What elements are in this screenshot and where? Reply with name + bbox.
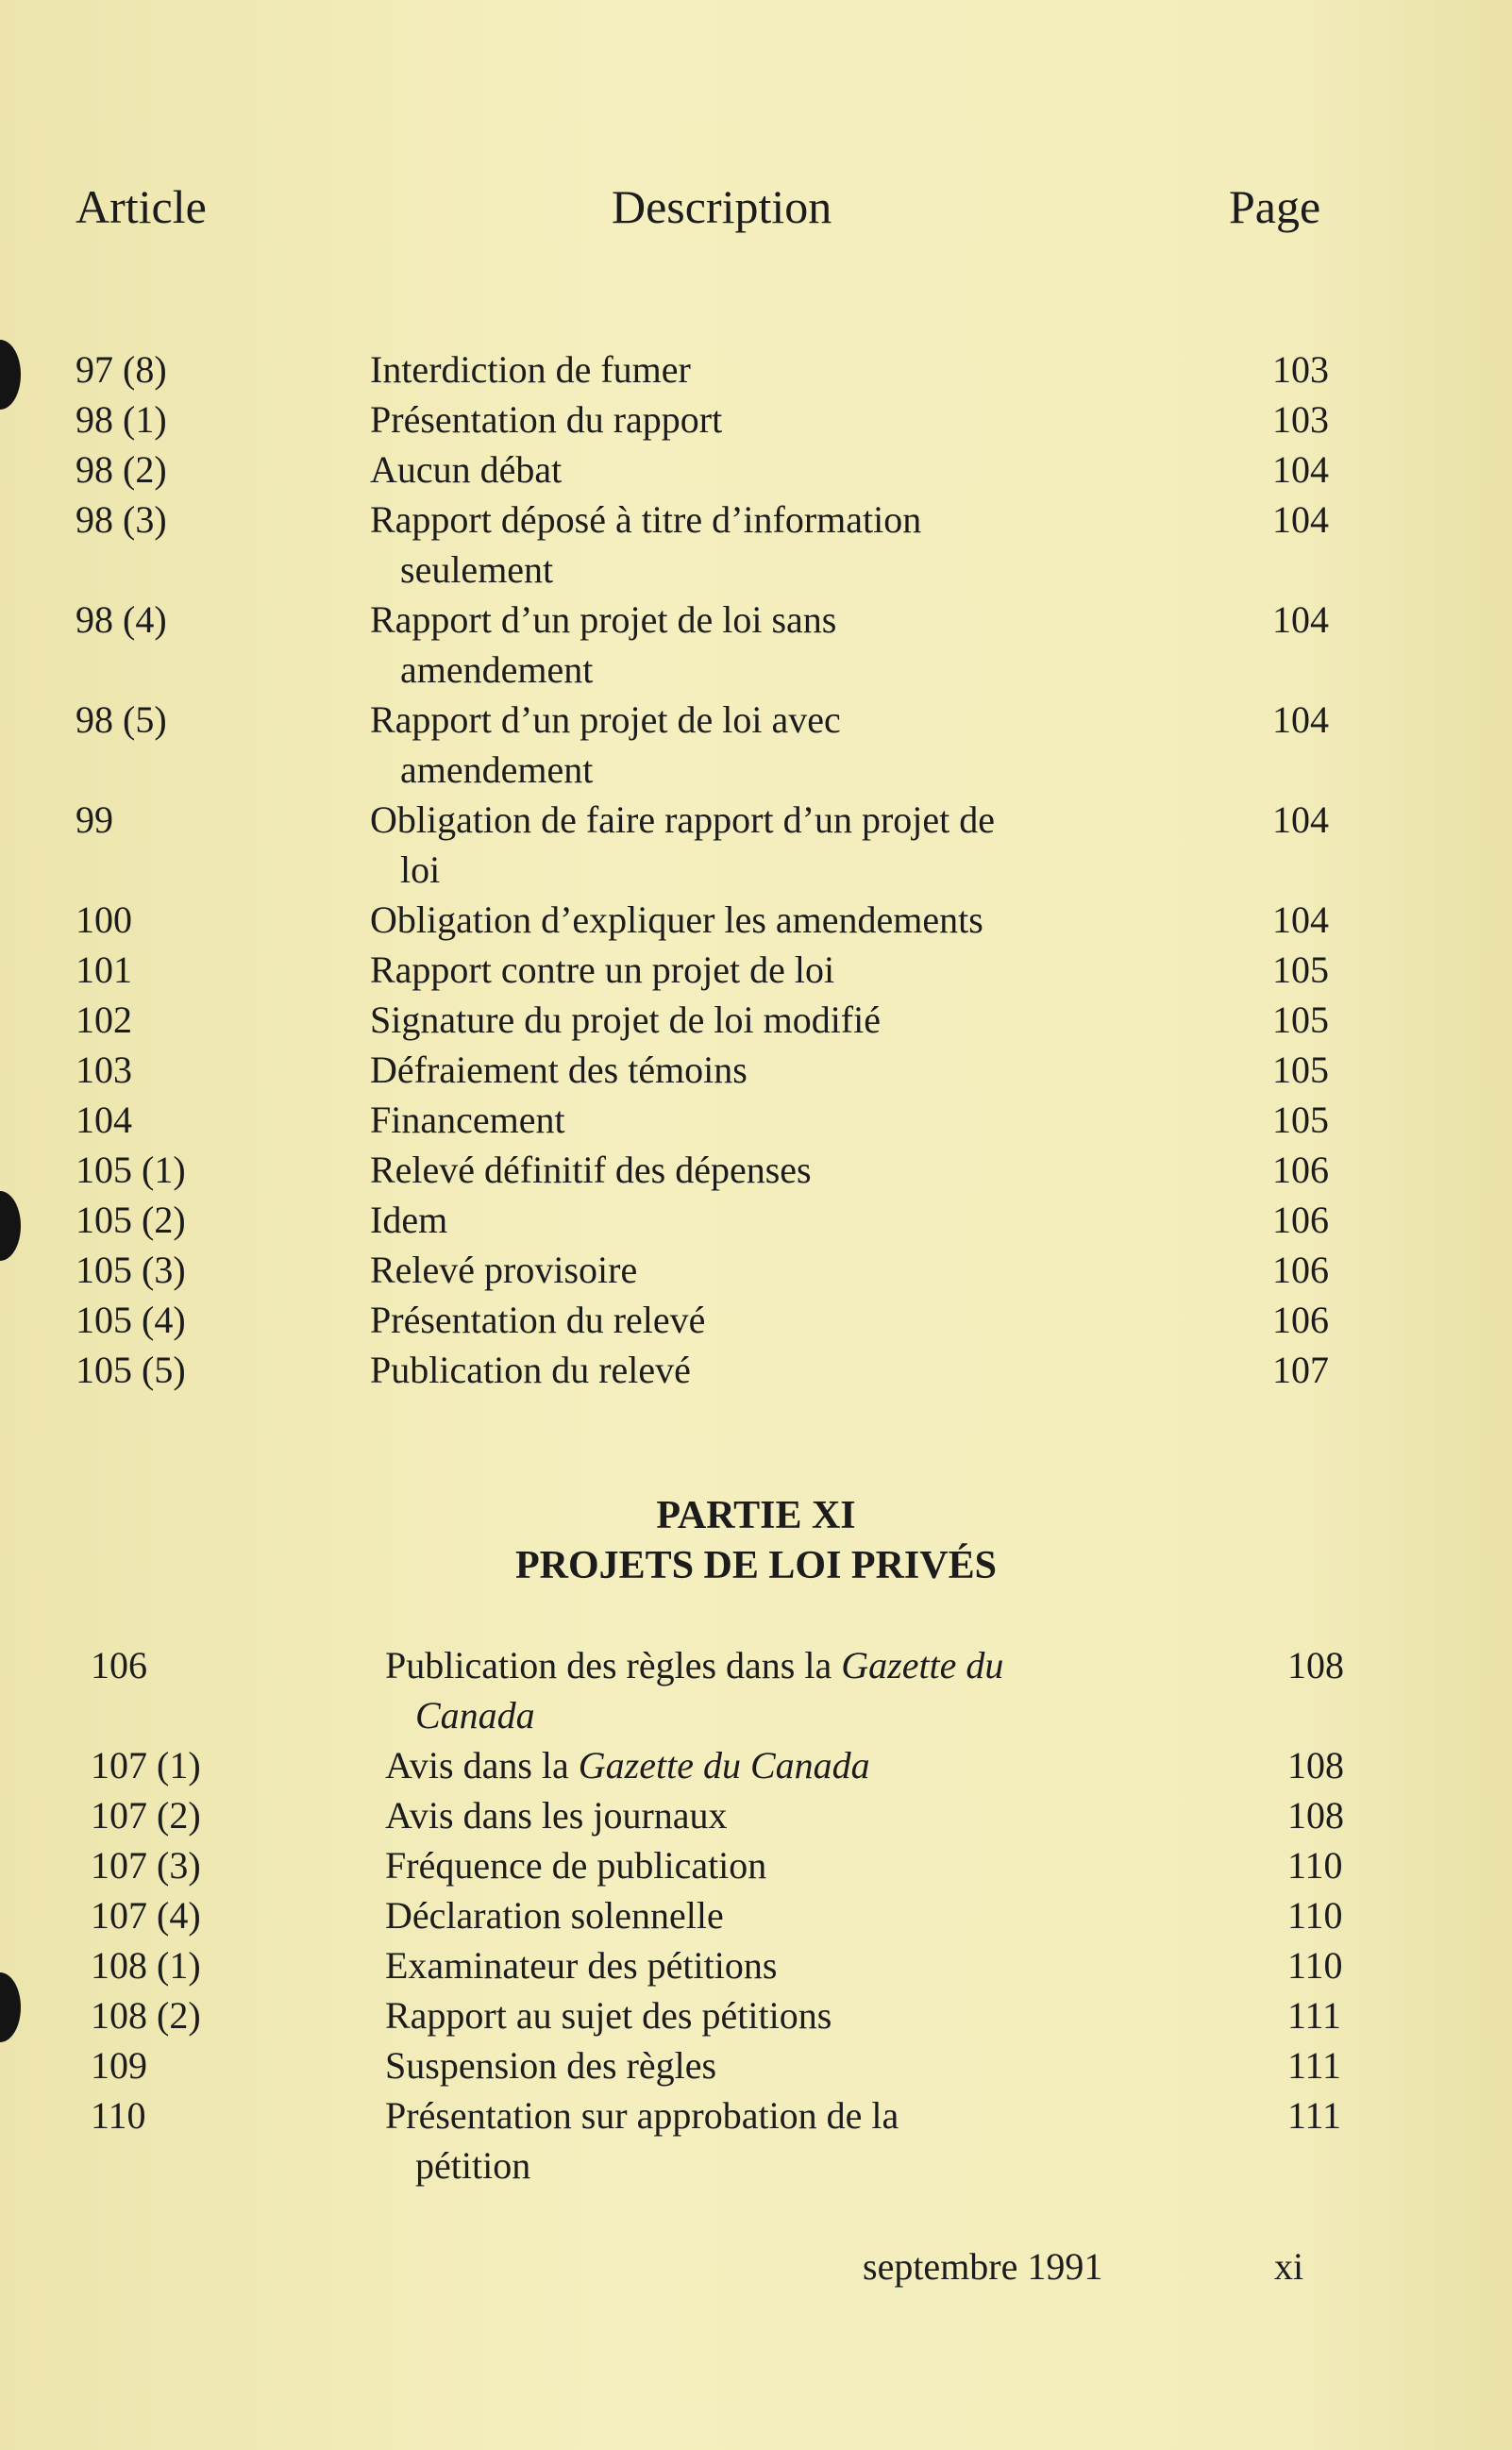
page-reference: 108 — [1287, 1644, 1344, 1686]
article-number: 98 (5) — [76, 698, 167, 741]
row-description — [385, 1890, 1140, 1940]
description-line: Obligation d’expliquer les amendements — [370, 898, 983, 941]
page-reference: 104 — [1272, 498, 1329, 541]
row-description — [370, 695, 1125, 795]
row-description — [370, 945, 1125, 995]
row-description — [370, 495, 1125, 595]
article-number: 105 (4) — [76, 1299, 186, 1341]
italic-title: Gazette du Canada — [578, 1744, 870, 1787]
row-description — [385, 2040, 1140, 2090]
row-description — [370, 1145, 1125, 1195]
punch-hole-top — [0, 340, 21, 410]
description-line: Rapport au sujet des pétitions — [385, 1994, 832, 2037]
punch-hole-bottom — [0, 1972, 21, 2042]
page-reference: 111 — [1287, 1994, 1342, 2037]
article-number: 98 (2) — [76, 448, 167, 491]
row-description — [370, 445, 1125, 495]
punch-hole-middle — [0, 1191, 21, 1261]
description-line: Examinateur des pétitions — [385, 1944, 778, 1987]
page-reference: 105 — [1272, 1099, 1329, 1141]
row-description — [370, 995, 1125, 1045]
page-reference: 110 — [1287, 1844, 1343, 1887]
article-number: 110 — [91, 2094, 146, 2137]
description-line: Interdiction de fumer — [370, 348, 691, 391]
article-number: 106 — [91, 1644, 147, 1686]
column-header-page: Page — [1229, 180, 1321, 233]
article-number: 98 (3) — [76, 498, 167, 541]
italic-title: Canada — [415, 1694, 535, 1737]
page-reference: 104 — [1272, 898, 1329, 941]
row-description — [370, 895, 1125, 945]
description-line: Présentation du rapport — [370, 398, 723, 441]
row-description — [370, 1045, 1125, 1095]
page-reference: 105 — [1272, 998, 1329, 1041]
page-reference: 104 — [1272, 448, 1329, 491]
row-description — [370, 1345, 1125, 1395]
row-description — [385, 1940, 1140, 1990]
page-reference: 104 — [1272, 698, 1329, 741]
part-title-heading: PROJETS DE LOI PRIVÉS — [515, 1544, 997, 1587]
article-number: 105 (1) — [76, 1149, 186, 1191]
page-reference: 103 — [1272, 348, 1329, 391]
description-continuation: pétition — [415, 2144, 531, 2187]
description-line: Idem — [370, 1199, 448, 1241]
row-description — [385, 1640, 1140, 1740]
page-reference: 106 — [1272, 1299, 1329, 1341]
row-description — [370, 1295, 1125, 1345]
description-continuation: amendement — [400, 748, 594, 791]
page-reference: 106 — [1272, 1149, 1329, 1191]
article-number: 107 (3) — [91, 1844, 201, 1887]
description-line: Présentation du relevé — [370, 1299, 706, 1341]
part-number-heading: PARTIE XI — [656, 1494, 856, 1537]
article-number: 108 (1) — [91, 1944, 201, 1987]
description-line: Présentation sur approbation de la — [385, 2094, 899, 2137]
description-continuation: amendement — [400, 648, 594, 691]
row-description — [370, 795, 1125, 895]
description-line: Rapport d’un projet de loi avec — [370, 698, 841, 741]
description-line: Défraiement des témoins — [370, 1049, 748, 1091]
row-description — [370, 344, 1125, 394]
row-description — [370, 1095, 1125, 1145]
page-reference: 110 — [1287, 1944, 1343, 1987]
row-description — [385, 2090, 1140, 2190]
page-reference: 110 — [1287, 1894, 1343, 1937]
article-number: 105 (2) — [76, 1199, 186, 1241]
description-line: Avis dans les journaux — [385, 1794, 728, 1837]
article-number: 102 — [76, 998, 132, 1041]
article-number: 107 (4) — [91, 1894, 201, 1937]
page-reference: 105 — [1272, 1049, 1329, 1091]
description-line: Relevé définitif des dépenses — [370, 1149, 812, 1191]
description-line: Déclaration solennelle — [385, 1894, 724, 1937]
italic-title: Gazette du — [841, 1644, 1004, 1686]
description-continuation — [385, 1690, 1140, 1740]
article-number: 98 (1) — [76, 398, 167, 441]
column-header-description: Description — [612, 180, 832, 233]
row-description — [370, 1245, 1125, 1295]
page-reference: 106 — [1272, 1199, 1329, 1241]
description-line: Aucun débat — [370, 448, 563, 491]
description-line: Publication du relevé — [370, 1349, 691, 1391]
description-line: Financement — [370, 1099, 565, 1141]
row-description — [385, 1790, 1140, 1840]
row-description — [370, 1195, 1125, 1245]
article-number: 109 — [91, 2044, 147, 2087]
page-reference: 105 — [1272, 948, 1329, 991]
description-line: Suspension des règles — [385, 2044, 717, 2087]
row-description — [385, 1990, 1140, 2040]
article-number: 99 — [76, 798, 113, 841]
article-number: 105 (3) — [76, 1249, 186, 1291]
description-continuation: loi — [400, 848, 441, 891]
page-reference: 108 — [1287, 1794, 1344, 1837]
row-description — [385, 1840, 1140, 1890]
article-number: 104 — [76, 1099, 132, 1141]
article-number: 108 (2) — [91, 1994, 201, 2037]
description-line: Rapport contre un projet de loi — [370, 948, 835, 991]
footer-page-number: xi — [1274, 2245, 1304, 2288]
description-line: Fréquence de publication — [385, 1844, 767, 1887]
article-number: 100 — [76, 898, 132, 941]
description-line: Rapport déposé à titre d’information — [370, 498, 922, 541]
page-reference: 104 — [1272, 598, 1329, 641]
description-line: Relevé provisoire — [370, 1249, 638, 1291]
page-reference: 104 — [1272, 798, 1329, 841]
description-line: Avis dans la Gazette du Canada — [385, 1744, 870, 1787]
row-description — [385, 1740, 1140, 1790]
column-header-article: Article — [76, 180, 207, 233]
description-line: Signature du projet de loi modifié — [370, 998, 881, 1041]
page-reference: 107 — [1272, 1349, 1329, 1391]
page-reference: 108 — [1287, 1744, 1344, 1787]
article-number: 107 (2) — [91, 1794, 201, 1837]
article-number: 103 — [76, 1049, 132, 1091]
article-number: 101 — [76, 948, 132, 991]
row-description — [370, 394, 1125, 445]
description-line: Publication des règles dans la Gazette du — [385, 1644, 1004, 1686]
row-description — [370, 595, 1125, 695]
description-continuation: seulement — [400, 548, 554, 591]
article-number: 97 (8) — [76, 348, 167, 391]
article-number: 98 (4) — [76, 598, 167, 641]
description-line: Obligation de faire rapport d’un projet de — [370, 798, 995, 841]
page-reference: 111 — [1287, 2094, 1342, 2137]
description-line: Rapport d’un projet de loi sans — [370, 598, 837, 641]
page-reference: 106 — [1272, 1249, 1329, 1291]
article-number: 105 (5) — [76, 1349, 186, 1391]
page-reference: 103 — [1272, 398, 1329, 441]
footer-date: septembre 1991 — [863, 2245, 1103, 2288]
article-number: 107 (1) — [91, 1744, 201, 1787]
page-reference: 111 — [1287, 2044, 1342, 2087]
